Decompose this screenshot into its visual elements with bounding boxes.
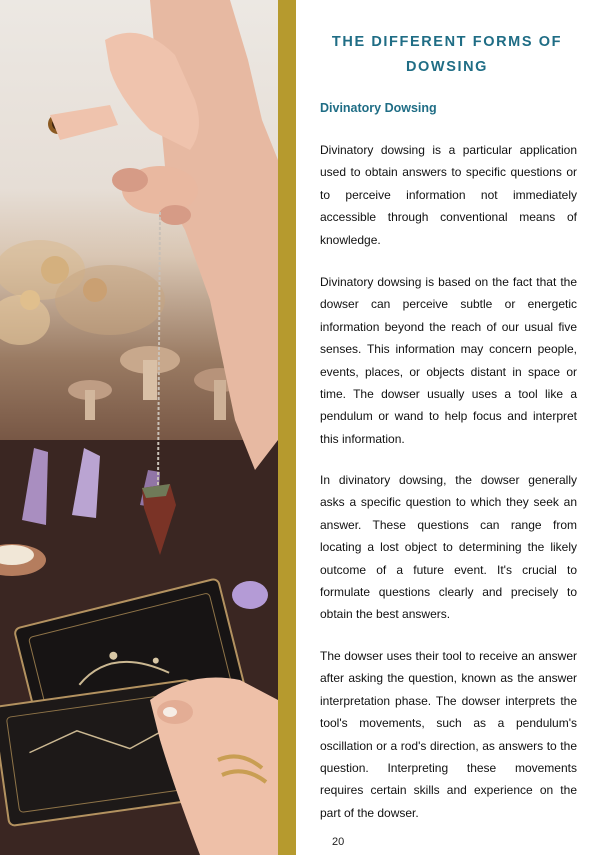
page-title-line-1: THE DIFFERENT FORMS OF: [331, 34, 563, 50]
page-number: 20: [332, 836, 345, 848]
paragraph-3: In divinatory dowsing, the dowser generally asks a specific question to which they seek an answer. These questions can range from locating a lost object to determining the likely outcome of a future event. It's crucial to formulate questions clearly and precisely to obtain the best answers.: [320, 473, 577, 622]
paragraph-1: Divinatory dowsing is a particular application used to obtain answers to specific questions or to perceive information not immediately accessible through conventional means of knowledge.: [320, 143, 577, 247]
gold-divider-bar: [278, 0, 296, 855]
page-title-line-2: DOWSING: [405, 59, 489, 75]
section-subheading: Divinatory Dowsing: [320, 101, 437, 115]
paragraph-4: The dowser uses their tool to receive an answer after asking the question, known as the answer interpretation phase. The dowser interprets the tool's movements, such as a pendulum's oscillation or a rod's direction, as answers to the question. Interpreting these movements requires certain skills and experience on the part of the dowser.: [320, 649, 577, 820]
text-column: [296, 0, 606, 855]
paragraph-2: Divinatory dowsing is based on the fact that the dowser can perceive subtle or energetic information beyond the reach of our usual five senses. This information may concern people, events, places, or objects distant in space or time. The dowser usually uses a tool like a pendulum or wand to help focus and interpret this information.: [320, 275, 577, 446]
pendulum-photo: [0, 0, 278, 855]
